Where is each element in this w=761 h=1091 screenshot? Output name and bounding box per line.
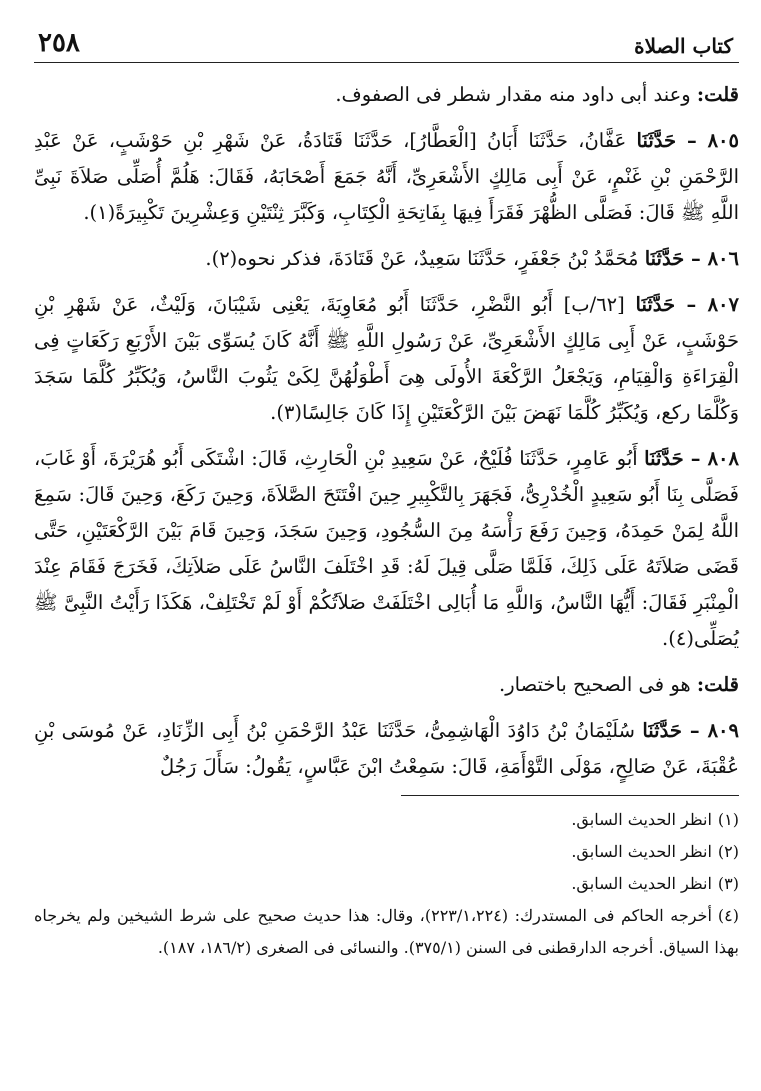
footnote-text: انظر الحديث السابق. <box>571 874 712 893</box>
footnote <box>34 836 739 868</box>
hadith-806 <box>34 241 739 277</box>
footnote-number: (٤) <box>717 906 739 925</box>
footnote <box>34 900 739 964</box>
isnad-lead: حَدَّثَنَا <box>644 447 691 470</box>
qult-label: قلت: <box>696 673 739 696</box>
hadith-number: ٨٠٨ – <box>690 447 739 470</box>
isnad-lead: حَدَّثَنَا <box>636 129 687 152</box>
main-text <box>34 77 739 785</box>
hadith-text: عَفَّانُ، حَدَّثَنَا أَبَانُ [الْعَطَّارُ]، حَدَّثَنَا قَتَادَةُ، عَنْ شَهْرِ بْنِ حَوْشَبٍ، عَنْ عَبْدِ الرَّحْمَنِ بْنِ غَنْمٍ، عَنْ أَبِى مَالِكٍ الأَشْعَرِىِّ، أَنَّهُ جَمَعَ أَصْحَابَهُ، فَقَالَ: هَلُمَّ أُصَلِّى صَلاَةَ نَبِىِّ اللَّهِ ﷺ قَالَ: فَصَلَّى الظُّهْرَ فَقَرَأَ فِيهَا بِفَاتِحَةِ الْكِتَابِ، وَكَبَّرَ ثِنْتَيْنِ وَعِشْرِينَ تَكْبِيرَةً(١). <box>34 129 739 224</box>
hadith-number: ٨٠٩ – <box>689 719 739 742</box>
footnotes <box>34 804 739 964</box>
qult-text: وعند أبى داود منه مقدار شطر فى الصفوف. <box>335 83 697 106</box>
qult-label: قلت: <box>696 83 739 106</box>
footnote-text: أخرجه الحاكم فى المستدرك: (٢٢٣/١،٢٢٤)، وقال: هذا حديث صحيح على شرط الشيخين ولم يخرجاه بهذا السياق. أخرجه الدارقطنى فى السنن (٣٧٥/١). والنسائى فى الصغرى (١٨٦/٢، ١٨٧). <box>34 906 739 957</box>
hadith-809 <box>34 713 739 785</box>
page-number: ٢٥٨ <box>38 28 80 58</box>
book-title: كتاب الصلاة <box>634 34 733 58</box>
footnote <box>34 868 739 900</box>
page-header <box>34 28 739 63</box>
hadith-text: سُلَيْمَانُ بْنُ دَاوُدَ الْهَاشِمِىُّ، حَدَّثَنَا عَبْدُ الرَّحْمَنِ بْنُ أَبِى الزِّنَادِ، عَنْ مُوسَى بْنِ عُقْبَةَ، عَنْ صَالِحٍ، مَوْلَى التَّوْأَمَةِ، قَالَ: سَمِعْتُ ابْنَ عَبَّاسٍ، يَقُولُ: سَأَلَ رَجُلٌ <box>34 719 739 778</box>
qult-note <box>34 77 739 113</box>
hadith-number: ٨٠٥ – <box>686 129 739 152</box>
isnad-lead: حَدَّثَنَا <box>642 719 690 742</box>
qult-text: هو فى الصحيح باختصار. <box>499 673 697 696</box>
hadith-text: أَبُو عَامِرٍ، حَدَّثَنَا فُلَيْحٌ، عَنْ سَعِيدِ بْنِ الْحَارِثِ، قَالَ: اشْتَكَى أَبُو هُرَيْرَةَ، أَوْ غَابَ، فَصَلَّى بِنَا أَبُو سَعِيدٍ الْخُدْرِىُّ، فَجَهَرَ بِالتَّكْبِيرِ حِينَ افْتَتَحَ الصَّلاَةَ، وَحِينَ رَكَعَ، وَحِينَ قَالَ: سَمِعَ اللَّهُ لِمَنْ حَمِدَهُ، وَحِينَ رَفَعَ رَأْسَهُ مِنَ السُّجُودِ، وَحِينَ سَجَدَ، وَحِينَ قَامَ بَيْنَ الرَّكْعَتَيْنِ، حَتَّى قَضَى صَلاَتَهُ عَلَى ذَلِكَ، فَلَمَّا صَلَّى قِيلَ لَهُ: قَدِ اخْتَلَفَ النَّاسُ عَلَى صَلاَتِكَ، فَخَرَجَ فَقَامَ عِنْدَ الْمِنْبَرِ فَقَالَ: أَيُّهَا النَّاسُ، وَاللَّهِ مَا أُبَالِى اخْتَلَفَتْ صَلاَتُكُمْ أَوْ لَمْ تَخْتَلِفْ، هَكَذَا رَأَيْتُ النَّبِىَّ ﷺ يُصَلِّى(٤). <box>34 447 739 650</box>
hadith-807 <box>34 287 739 431</box>
hadith-808 <box>34 441 739 657</box>
footnote-number: (٣) <box>717 874 739 893</box>
isnad-lead: حَدَّثَنَا <box>644 247 692 270</box>
footnote-divider <box>401 795 739 796</box>
hadith-number: ٨٠٦ – <box>691 247 739 270</box>
hadith-number: ٨٠٧ – <box>686 293 739 316</box>
footnote-number: (٢) <box>717 842 739 861</box>
hadith-text: [٦٢/ب] أَبُو النَّضْرِ، حَدَّثَنَا أَبُو مُعَاوِيَةَ، يَعْنِى شَيْبَانَ، وَلَيْثٌ، عَنْ شَهْرِ بْنِ حَوْشَبٍ، عَنْ أَبِى مَالِكٍ الأَشْعَرِىِّ، عَنْ رَسُولِ اللَّهِ ﷺ أَنَّهُ كَانَ يُسَوِّى بَيْنَ الأَرْبَعِ رَكَعَاتٍ فِى الْقِرَاءَةِ وَالْقِيَامِ، وَيَجْعَلُ الرَّكْعَةَ الأُولَى هِىَ أَطْوَلُهُنَّ لِكَىْ يَثُوبَ النَّاسُ، وَيُكَبِّرُ كُلَّمَا سَجَدَ وَكُلَّمَا ركع، وَيُكَبِّرُ كُلَّمَا نَهَضَ بَيْنَ الرَّكْعَتَيْنِ إِذَا كَانَ جَالِسًا(٣). <box>34 293 739 424</box>
footnote <box>34 804 739 836</box>
isnad-lead: حَدَّثَنَا <box>635 293 687 316</box>
hadith-805 <box>34 123 739 231</box>
footnote-text: انظر الحديث السابق. <box>571 810 712 829</box>
footnote-text: انظر الحديث السابق. <box>571 842 712 861</box>
qult-note <box>34 667 739 703</box>
footnote-number: (١) <box>717 810 739 829</box>
hadith-text: مُحَمَّدُ بْنُ جَعْفَرٍ، حَدَّثَنَا سَعِيدٌ، عَنْ قَتَادَةَ، فذكر نحوه(٢). <box>205 247 645 270</box>
